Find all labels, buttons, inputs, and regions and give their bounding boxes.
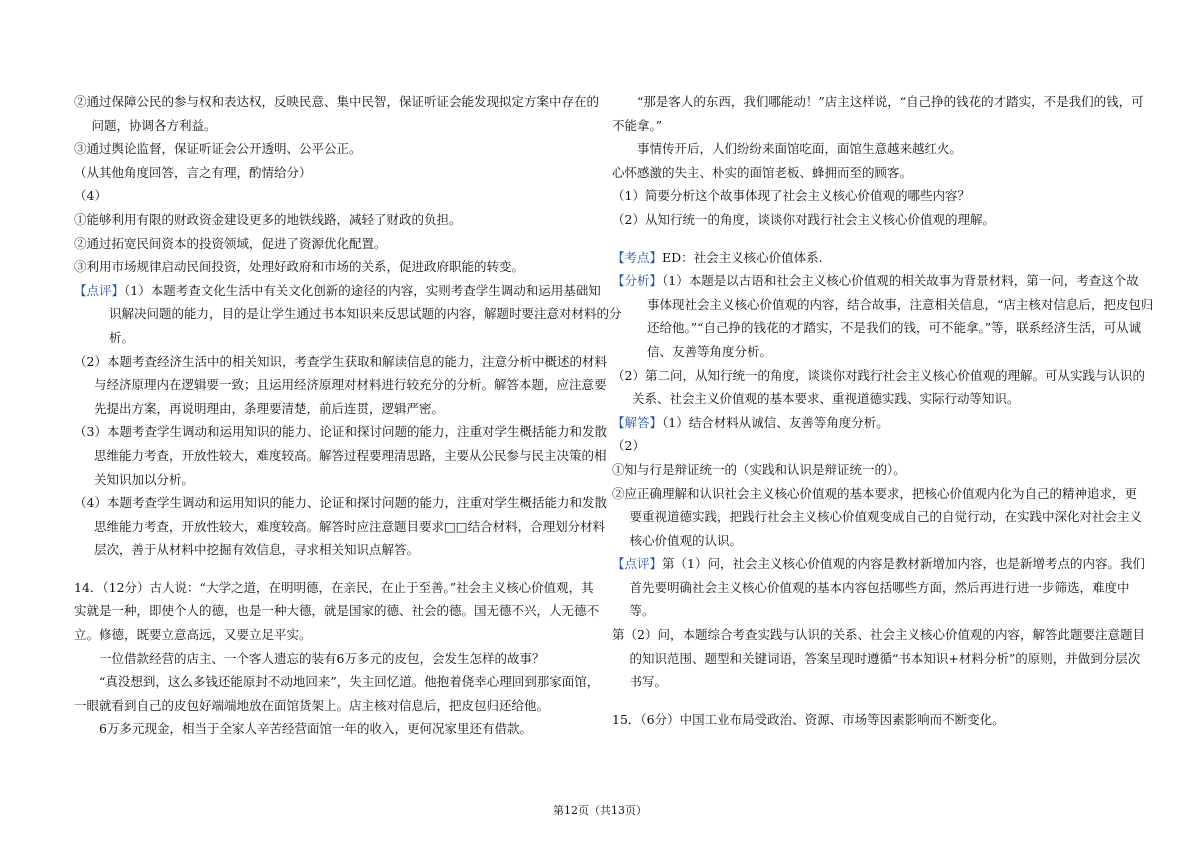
line-text: “真没想到，这么多钱还能原封不动地回来”，失主回忆道。他抱着侥幸心理回到那家面馆， bbox=[99, 674, 600, 690]
line-text: ②应正确理解和认识社会主义核心价值观的基本要求，把核心价值观内化为自己的精神追求，更 bbox=[612, 485, 1138, 501]
text-line bbox=[612, 529, 1132, 553]
text-line bbox=[74, 468, 594, 492]
text-line bbox=[74, 623, 594, 647]
text-line bbox=[612, 576, 1132, 600]
section-tag: 【点评】 bbox=[612, 556, 663, 572]
line-text: （4）本题考查学生调动和运用知识的能力、论证和探讨问题的能力，注重对学生概括能力和发散 bbox=[74, 495, 607, 511]
text-line bbox=[612, 293, 1154, 317]
line-text: （3）本题考查学生调动和运用知识的能力、论证和探讨问题的能力，注重对学生概括能力和发散 bbox=[74, 424, 607, 440]
section-tag: 【点评】 bbox=[74, 282, 125, 298]
line-text: （2） bbox=[612, 438, 645, 454]
line-text: ED：社会主义核心价值体系. bbox=[662, 249, 823, 265]
line-text: 事情传开后，人们纷纷来面馆吃面，面馆生意越来越红火。 bbox=[637, 141, 963, 157]
text-line bbox=[612, 482, 1138, 506]
text-line bbox=[612, 364, 1145, 388]
line-text: 书写。 bbox=[629, 674, 668, 690]
text-line bbox=[612, 599, 1132, 623]
text-line bbox=[74, 232, 594, 256]
line-text: 核心价值观的认识。 bbox=[629, 532, 743, 548]
text-line bbox=[612, 647, 1141, 671]
text-line bbox=[612, 387, 1132, 411]
line-text: （1）本题考查文化生活中有关文化创新的途径的内容，实则考查学生调动和运用基础知 bbox=[124, 282, 601, 298]
line-text: （2）从知行统一的角度，谈谈你对践行社会主义核心价值观的理解。 bbox=[612, 211, 995, 227]
left-column bbox=[74, 90, 622, 741]
text-line bbox=[74, 161, 594, 185]
text-line bbox=[74, 184, 594, 208]
line-text: 实就是一种，即使个人的德，也是一种大德，就是国家的德、社会的德。国无德不兴，人无德不 bbox=[74, 603, 600, 619]
paragraph-gap bbox=[612, 232, 1132, 246]
line-text: 还给他。”“自己挣的钱花的才踏实，不是我们的钱，可不能拿。”等，联系经济生活，可从诚 bbox=[647, 320, 1142, 336]
text-line bbox=[74, 350, 607, 374]
line-text: （1）本题是以古语和社会主义核心价值观的相关故事为背景材料，第一问，考查这个故 bbox=[662, 273, 1139, 289]
line-text: （4） bbox=[74, 188, 107, 204]
line-text: ①知与行是辩证统一的（实践和认识是辩证统一的）。 bbox=[612, 461, 906, 477]
text-line bbox=[612, 161, 1132, 185]
text-line bbox=[612, 184, 1132, 208]
line-text: 思维能力考查，开放性较大，难度较高。解答时应注意题目要求□□结合材料，合理划分材料 bbox=[94, 518, 606, 534]
text-line bbox=[74, 647, 594, 671]
text-line bbox=[74, 420, 607, 444]
line-text: 关系、社会主义价值观的基本要求、重视道德实践、实际行动等知识。 bbox=[632, 391, 1020, 407]
line-text: 首先要明确社会主义核心价值观的基本内容包括哪些方面，然后再进行进一步筛选，难度中 bbox=[629, 579, 1130, 595]
line-text: 不能拿。” bbox=[612, 117, 663, 133]
line-text: ②通过拓宽民间资本的投资领域，促进了资源优化配置。 bbox=[74, 235, 387, 251]
paragraph-gap bbox=[74, 562, 594, 576]
text-line bbox=[612, 458, 1132, 482]
line-text: 识解决问题的能力，目的是让学生通过书本知识来反思试题的内容，解题时要注意对材料的分 bbox=[109, 306, 622, 322]
line-text: （1）结合材料从诚信、友善等角度分析。 bbox=[662, 414, 889, 430]
line-text: ③利用市场规律启动民间投资，处理好政府和市场的关系，促进政府职能的转变。 bbox=[74, 259, 525, 275]
section-tag: 【分析】 bbox=[612, 273, 663, 289]
text-line bbox=[74, 491, 607, 515]
line-text: 心怀感激的失主、朴实的面馆老板、蜂拥而至的顾客。 bbox=[612, 164, 913, 180]
line-text: 立。修德，既要立意高远，又要立足平实。 bbox=[74, 627, 312, 643]
line-text: 的知识范围、题型和关键词语，答案呈现时遵循“书本知识+材料分析”的原则，并做到分层次 bbox=[629, 650, 1141, 666]
text-line bbox=[74, 397, 594, 421]
text-line bbox=[74, 137, 594, 161]
text-line bbox=[74, 326, 594, 350]
line-text: 事体现社会主义核心价值观的内容，结合故事，注意相关信息，“店主核对信息后，把皮包归 bbox=[647, 296, 1154, 312]
line-text: 与经济原理内在逻辑要一致；且运用经济原理对材料进行较充分的分析。解答本题，应注意要 bbox=[94, 377, 607, 393]
line-text: 一眼就看到自己的皮包好端端地放在面馆货架上。店主核对信息后，把皮包归还给他。 bbox=[74, 697, 550, 713]
line-text: （从其他角度回答，言之有理，酌情给分） bbox=[74, 164, 312, 180]
text-line bbox=[612, 114, 1132, 138]
line-text: （2）第二问，从知行统一的角度，谈谈你对践行社会主义核心价值观的理解。可从实践与认识的 bbox=[612, 367, 1145, 383]
text-line bbox=[74, 90, 600, 114]
text-line bbox=[612, 708, 1132, 732]
line-text: 析。 bbox=[109, 329, 135, 345]
text-line bbox=[612, 90, 1144, 114]
page-footer: 第12页（共13页） bbox=[553, 804, 647, 817]
text-line bbox=[74, 373, 607, 397]
line-text: 第（1）问，社会主义核心价值观的内容是教材新增加内容，也是新增考点的内容。我们 bbox=[662, 556, 1145, 572]
line-text: 层次，善于从材料中挖掘有效信息，寻求相关知识点解答。 bbox=[94, 542, 420, 558]
line-text: 6万多元现金，相当于全家人辛苦经营面馆一年的收入，更何况家里还有借款。 bbox=[99, 721, 532, 737]
text-line bbox=[74, 670, 600, 694]
line-text: ①能够利用有限的财政资金建设更多的地铁线路，减轻了财政的负担。 bbox=[74, 211, 462, 227]
text-line bbox=[612, 340, 1132, 364]
paragraph-gap bbox=[612, 694, 1132, 708]
text-line bbox=[612, 246, 1132, 270]
line-text: 问题，协调各方利益。 bbox=[91, 117, 217, 133]
line-text: （1）简要分析这个故事体现了社会主义核心价值观的哪些内容？ bbox=[612, 188, 970, 204]
text-line bbox=[612, 623, 1145, 647]
text-line bbox=[612, 552, 1145, 576]
section-tag: 【解答】 bbox=[612, 414, 663, 430]
text-line bbox=[74, 576, 594, 600]
line-text: ③通过舆论监督，保证听证会公开透明、公平公正。 bbox=[74, 141, 362, 157]
text-line bbox=[612, 137, 1132, 161]
text-line bbox=[74, 444, 607, 468]
text-line bbox=[612, 434, 1132, 458]
text-line bbox=[74, 515, 606, 539]
text-line bbox=[74, 694, 594, 718]
text-line bbox=[74, 599, 600, 623]
text-line bbox=[74, 208, 594, 232]
right-column bbox=[612, 90, 1154, 731]
text-line bbox=[74, 255, 594, 279]
line-text: 思维能力考查，开放性较大，难度较高。解答过程要理清思路，主要从公民参与民主决策的相 bbox=[94, 447, 607, 463]
text-line bbox=[612, 208, 1132, 232]
text-line bbox=[612, 316, 1142, 340]
text-line bbox=[612, 505, 1143, 529]
text-line bbox=[74, 279, 601, 303]
line-text: （2）本题考查经济生活中的相关知识，考查学生获取和解读信息的能力，注意分析中概述的材料 bbox=[74, 353, 607, 369]
line-text: 先提出方案，再说明理由，条理要清楚，前后连贯，逻辑严密。 bbox=[94, 400, 445, 416]
text-line bbox=[74, 302, 622, 326]
text-line bbox=[612, 670, 1132, 694]
line-text: 信、友善等角度分析。 bbox=[647, 343, 773, 359]
line-text: 要重视道德实践，把践行社会主义核心价值观变成自己的自觉行动，在实践中深化对社会主义 bbox=[629, 509, 1143, 525]
line-text: ②通过保障公民的参与权和表达权，反映民意、集中民智，保证听证会能发现拟定方案中存在的 bbox=[74, 94, 600, 109]
text-line bbox=[74, 538, 594, 562]
line-text: 等。 bbox=[629, 603, 655, 619]
text-line bbox=[74, 114, 594, 138]
text-line bbox=[612, 411, 1132, 435]
text-line bbox=[74, 717, 594, 741]
line-text: “那是客人的东西，我们哪能动！”店主这样说，“自己挣的钱花的才踏实，不是我们的钱，可 bbox=[637, 94, 1144, 109]
line-text: 关知识加以分析。 bbox=[94, 471, 195, 487]
line-text: 15．（6分）中国工业布局受政治、资源、市场等因素影响而不断变化。 bbox=[612, 711, 1005, 727]
line-text: 第（2）问，本题综合考查实践与认识的关系、社会主义核心价值观的内容，解答此题要注意题目 bbox=[612, 627, 1145, 643]
section-tag: 【考点】 bbox=[612, 249, 663, 265]
line-text: 一位借款经营的店主、一个客人遗忘的装有6万多元的皮包，会发生怎样的故事？ bbox=[99, 650, 545, 666]
line-text: 14．（12分）古人说：“大学之道，在明明德，在亲民，在止于至善。”社会主义核心价值观，其 bbox=[74, 579, 594, 595]
text-line bbox=[612, 269, 1139, 293]
